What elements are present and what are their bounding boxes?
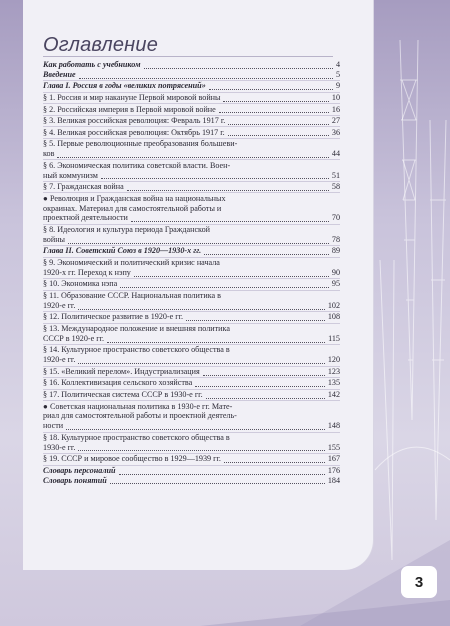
toc-page-number: 115 [328,333,340,343]
toc-entry[interactable] [43,171,340,181]
toc-page-number: 95 [331,279,340,289]
toc-entry[interactable] [43,161,340,171]
toc-entry-title: § 16. Коллективизация сельского хозяйства [43,378,193,388]
toc-leader-dots [195,385,325,387]
toc-page-number: 58 [331,182,340,192]
toc-leader-dots [134,275,329,277]
toc-entry[interactable] [43,433,340,443]
toc-entry-title: ности [43,421,64,431]
toc-leader-dots [144,67,333,69]
toc-entry[interactable] [43,367,340,377]
toc-entry-title: 1930-е гг. [43,442,76,452]
toc-entry[interactable] [43,225,340,235]
toc-entry[interactable] [43,443,340,453]
toc-entry[interactable] [43,390,340,400]
toc-entry-title: Введение [43,69,76,79]
toc-entry[interactable] [43,194,340,204]
toc-page-number: 27 [331,116,340,126]
toc-entry[interactable] [43,312,340,322]
toc-entry-title: СССР в 1920-е гг. [43,333,105,343]
toc-page-number: 176 [327,465,340,475]
toc-leader-dots [131,220,329,222]
toc-page-number: 184 [327,475,340,485]
toc-entry[interactable] [43,301,340,311]
toc-entry[interactable] [43,204,340,214]
toc-entry[interactable] [43,268,340,278]
toc-entry-title: § 10. Экономика нэпа [43,279,118,289]
toc-entry-title: ный коммунизм [43,170,98,180]
toc-page-number: 102 [327,300,340,310]
toc-page-number: 51 [331,170,340,180]
toc-entry-title: § 5. Первые революционные преобразования большеви- [43,139,238,149]
toc-page-number: 108 [327,312,340,322]
toc-leader-dots [110,482,325,484]
toc-page-number: 16 [331,104,340,114]
toc-page-number: 9 [335,81,340,91]
toc-leader-dots [107,341,325,343]
toc-page-number: 148 [327,421,340,431]
toc-entry[interactable] [43,476,340,486]
toc-entry[interactable] [43,334,340,344]
toc-leader-dots [223,100,328,102]
toc-entry[interactable] [43,258,340,268]
toc-entry[interactable] [43,454,340,464]
page-number-badge: 3 [401,566,437,598]
toc-entry-title: § 9. Экономический и политический кризис начала [43,258,220,267]
toc-page-number: 155 [327,442,340,452]
toc-entry[interactable] [43,139,340,149]
toc-entry-title: риал для самостоятельной работы и проектной деятель- [43,411,237,421]
toc-page-number: 44 [331,149,340,159]
toc-leader-dots [78,362,324,364]
toc-entry[interactable] [43,345,340,355]
toc-page-number: 4 [335,60,340,69]
toc-entry[interactable] [43,246,340,256]
toc-entry-title: § 6. Экономическая политика советской власти. Воен- [43,160,231,170]
toc-entry-title: § 11. Образование СССР. Национальная политика в [43,291,222,300]
toc-leader-dots [203,374,325,376]
toc-entry-title: окраинах. Материал для самостоятельной работы и [43,203,222,213]
toc-page-number: 120 [327,355,340,365]
toc-leader-dots [57,156,328,158]
toc-page-number: 90 [331,267,340,277]
toc-leader-dots [66,428,325,430]
toc-entry-title: § 8. Идеология и культура периода Гражданской [43,225,210,234]
title-underline [43,56,333,57]
page-title: Оглавление [43,34,159,56]
toc-page-number: 167 [327,454,340,464]
toc-leader-dots [228,123,329,125]
toc-entry[interactable] [43,411,340,421]
toc-page-number: 135 [327,378,340,388]
toc-entry-title: § 19. СССР и мировое сообщество в 1929—1939 гг. [43,454,221,464]
toc-page-number: 123 [327,366,340,376]
toc-leader-dots [78,449,324,451]
toc-entry-title: § 2. Российская империя в Первой мировой войне [43,104,216,114]
toc-entry[interactable] [43,149,340,159]
toc-leader-dots [186,319,325,321]
toc-entry[interactable] [43,213,340,223]
toc-leader-dots [206,397,325,399]
toc-entry-title: § 7. Гражданская война [43,182,124,192]
toc-entry[interactable] [43,421,340,431]
toc-page-number: 10 [331,93,340,102]
toc-entry-title: 1920-х гг. Переход к нэпу [43,267,131,277]
toc-page-number: 70 [331,213,340,223]
toc-entry[interactable] [43,128,340,138]
table-of-contents [43,60,340,486]
toc-page-number: 78 [331,234,340,244]
toc-page-number: 142 [327,390,340,399]
toc-entry[interactable] [43,81,340,91]
toc-entry-title: § 4. Великая российская революция: Октябрь 1917 г. [43,127,225,137]
toc-entry[interactable] [43,378,340,388]
toc-leader-dots [101,177,329,179]
toc-entry-title: § 14. Культурное пространство советского общества в [43,345,230,355]
toc-entry[interactable] [43,70,340,80]
toc-leader-dots [68,242,329,244]
toc-leader-dots [119,473,325,475]
toc-entry[interactable] [43,116,340,126]
toc-entry-title: Глава II. Советский Союз в 1920—1930-х гг. [43,246,202,256]
toc-leader-dots [219,111,329,113]
toc-entry-title: проектной деятельности [43,213,128,223]
toc-page-number: 89 [331,246,340,256]
toc-entry-title: § 13. Международное положение и внешняя политика [43,324,230,333]
toc-leader-dots [79,77,333,79]
toc-leader-dots [209,88,333,90]
toc-entry-title: § 17. Политическая система СССР в 1930-е гг. [43,390,203,399]
toc-entry[interactable] [43,402,340,412]
toc-leader-dots [78,308,324,310]
toc-entry[interactable] [43,105,340,115]
toc-entry-title: ● Революция и Гражданская война на национальных [43,193,226,203]
toc-entry[interactable] [43,235,340,245]
toc-entry[interactable] [43,279,340,289]
toc-entry-title: Словарь понятий [43,475,107,485]
toc-entry[interactable] [43,324,340,334]
toc-entry-title: войны [43,234,65,244]
toc-entry-title: Как работать с учебником [43,60,141,69]
toc-entry-title: § 15. «Великий перелом». Индустриализация [43,366,200,376]
toc-page-number: 5 [335,69,340,79]
toc-entry-title: § 1. Россия и мир накануне Первой мировой войны [43,93,221,102]
toc-leader-dots [127,189,329,191]
toc-entry-title: ков [43,149,55,159]
toc-entry-title: ● Советская национальная политика в 1930-е гг. Мате- [43,401,233,411]
toc-entry[interactable] [43,182,340,192]
toc-leader-dots [228,134,329,136]
toc-entry-title: Глава I. Россия в годы «великих потрясений» [43,81,206,91]
toc-leader-dots [120,286,329,288]
toc-entry[interactable] [43,291,340,301]
toc-entry-title: 1920-е гг. [43,355,76,365]
toc-entry-title: § 18. Культурное пространство советского общества в [43,432,230,442]
toc-entry-title: 1920-е гг. [43,300,76,310]
toc-entry-title: § 3. Великая российская революция: Февраль 1917 г. [43,116,226,126]
toc-entry[interactable] [43,355,340,365]
toc-entry[interactable] [43,60,340,70]
toc-entry[interactable] [43,466,340,476]
toc-entry-title: Словарь персоналий [43,465,116,475]
toc-leader-dots [224,461,325,463]
toc-entry-title: § 12. Политическое развитие в 1920-е гг. [43,312,184,322]
toc-leader-dots [204,253,329,255]
toc-entry[interactable] [43,93,340,103]
toc-page-number: 36 [331,127,340,137]
